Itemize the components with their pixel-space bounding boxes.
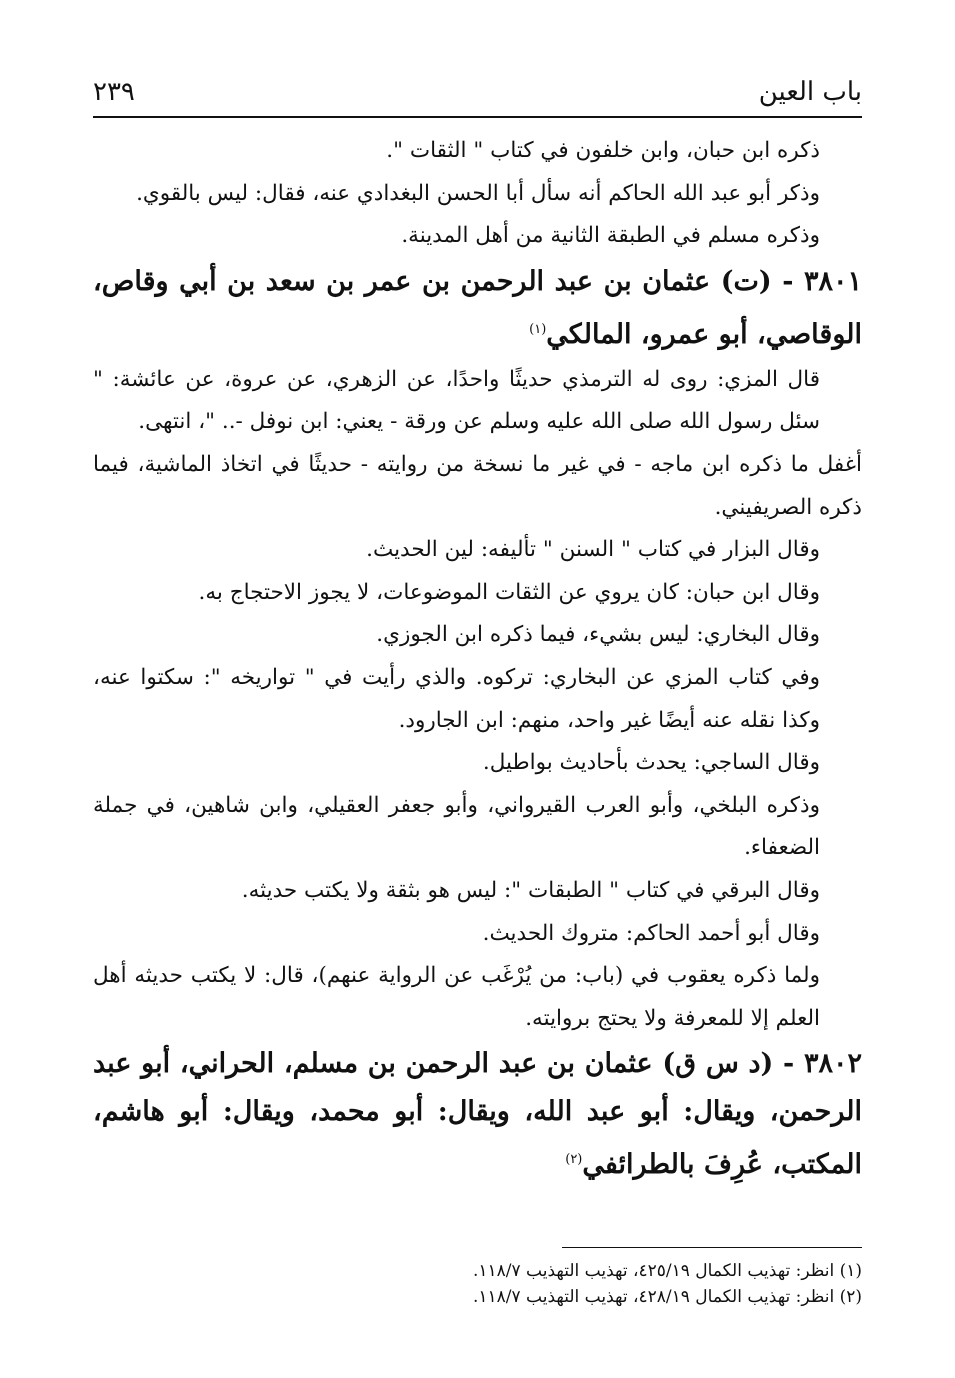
paragraph: وذكره مسلم في الطبقة الثانية من أهل المدينة.: [401, 223, 820, 249]
header-rule: [93, 116, 862, 118]
paragraph: ولما ذكره يعقوب في (باب: من يُرْغَب عن الرواية عنهم)، قال: لا يكتب حديثه أهل العلم إلا للمعرفة ولا يحتج بروايته.: [93, 963, 820, 1031]
paragraph: وقال البزار في كتاب " السنن " تأليفه: لين الحديث.: [366, 537, 820, 563]
footnote: (٢) انظر: تهذيب الكمال ٤٢٨/١٩، تهذيب التهذيب ١١٨/٧.: [472, 1287, 862, 1307]
main-text: [93, 130, 862, 1189]
page-number: ٢٣٩: [93, 77, 135, 107]
paragraph: وقال أبو أحمد الحاكم: متروك الحديث.: [482, 920, 820, 946]
footnote-ref: (١): [529, 321, 547, 337]
biography-entry-heading: [93, 258, 862, 359]
paragraph: أغفل ما ذكره ابن ماجه - في غير ما نسخة من روايته - حديثًا في اتخاذ الماشية، فيما ذكره الصريفيني.: [93, 451, 862, 520]
entry-title: ٣٨٠١ - (ت) عثمان بن عبد الرحمن بن عمر بن سعد بن أبي وقاص، الوقاصي، أبو عمرو، المالكي: [93, 265, 862, 350]
footnote: (١) انظر: تهذيب الكمال ٤٢٥/١٩، تهذيب التهذيب ١١٨/٧.: [472, 1261, 862, 1281]
paragraph: وذكر أبو عبد الله الحاكم أنه سأل أبا الحسن البغدادي عنه، فقال: ليس بالقوي.: [136, 180, 820, 206]
paragraph: وفي كتاب المزي عن البخاري: تركوه. والذي رأيت في " تواريخه ": سكتوا عنه، وكذا نقله عنه أيضًا غير واحد، منهم: ابن الجارود.: [93, 664, 820, 733]
paragraph: وقال ابن حبان: كان يروي عن الثقات الموضوعات، لا يجوز الاحتجاج به.: [198, 579, 820, 605]
paragraph: ذكره ابن حبان، وابن خلفون في كتاب " الثقات ".: [386, 138, 820, 163]
paragraph: قال المزي: روى له الترمذي حديثًا واحدًا، عن الزهري، عن عروة، عن عائشة: " سئل رسول الله صلى الله عليه وسلم عن ورقة - يعني: ابن نوفل -.. "، انتهى.: [93, 366, 820, 435]
entry-title: ٣٨٠٢ - (د س ق) عثمان بن عبد الرحمن بن مسلم، الحراني، أبو عبد الرحمن، ويقال: أبو عبد الله، ويقال: أبو محمد، ويقال: أبو هاشم، المكتب، عُرِفَ بالطرائفي: [93, 1048, 862, 1181]
page-header: [93, 70, 862, 114]
footnotes: [93, 1258, 862, 1310]
footnote-ref: (٢): [565, 1152, 583, 1168]
paragraph: وقال الساجي: يحدث بأحاديث بواطيل.: [482, 750, 820, 776]
chapter-title: باب العين: [758, 77, 862, 107]
paragraph: وقال البخاري: ليس بشيء، فيما ذكره ابن الجوزي.: [376, 622, 820, 648]
footnote-rule: [562, 1247, 862, 1248]
paragraph: وذكره البلخي، وأبو العرب القيرواني، وأبو جعفر العقيلي، وابن شاهين، في جملة الضعفاء.: [93, 792, 820, 861]
biography-entry-heading: [93, 1040, 862, 1189]
paragraph: وقال البرقي في كتاب " الطبقات ": ليس هو بثقة ولا يكتب حديثه.: [241, 877, 820, 903]
